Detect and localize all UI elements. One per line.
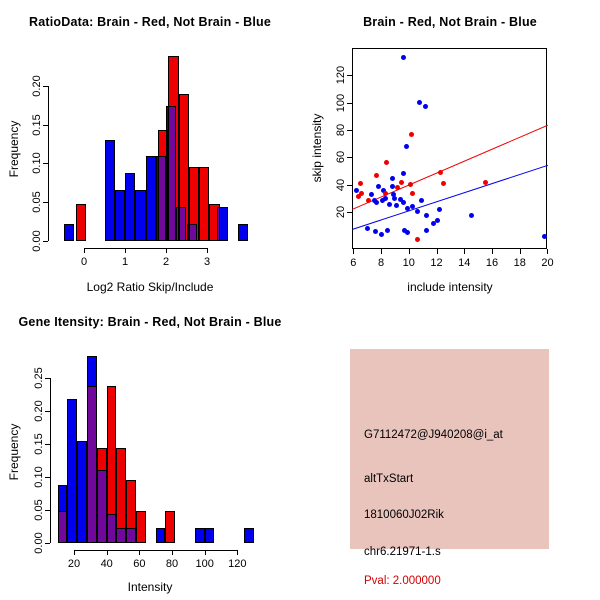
y-tick-label: 0.10 bbox=[33, 465, 45, 488]
y-tick-label: 0.05 bbox=[33, 498, 45, 521]
y-tick-label: 40 bbox=[334, 178, 347, 191]
scatter-point-blue bbox=[390, 176, 395, 181]
y-axis-line bbox=[48, 86, 49, 241]
y-tick-mark bbox=[347, 75, 352, 76]
hist-ratio-ylabel: Frequency bbox=[7, 120, 21, 178]
scatter-title: Brain - Red, Not Brain - Blue bbox=[363, 15, 537, 29]
y-tick-mark bbox=[45, 411, 50, 412]
scatter-point-blue bbox=[373, 229, 378, 234]
gene-name-text: 1810060J02Rik bbox=[364, 509, 444, 521]
scatter-point-blue bbox=[379, 232, 384, 237]
scatter-point-red bbox=[441, 181, 446, 186]
histogram-bar-blue bbox=[238, 224, 248, 241]
scatter-point-blue bbox=[401, 55, 406, 60]
y-tick-mark bbox=[347, 185, 352, 186]
x-axis-line bbox=[74, 550, 237, 551]
info-box bbox=[350, 349, 549, 587]
histogram-bar-blue bbox=[77, 441, 87, 543]
panel-hist-intensity bbox=[0, 300, 300, 600]
x-tick-label: 80 bbox=[165, 558, 179, 570]
y-tick-mark bbox=[347, 130, 352, 131]
scatter-point-blue bbox=[394, 203, 399, 208]
histogram-bar-overlap bbox=[217, 207, 219, 240]
scatter-point-blue bbox=[437, 207, 442, 212]
histogram-bar-blue bbox=[195, 528, 205, 543]
scatter-point-blue bbox=[390, 184, 395, 189]
histogram-bar-blue bbox=[205, 528, 215, 543]
x-tick-label: 100 bbox=[195, 558, 214, 570]
x-tick-label: 60 bbox=[133, 558, 146, 570]
y-tick-mark bbox=[347, 212, 352, 213]
scatter-point-blue bbox=[376, 184, 381, 189]
histogram-bar-overlap bbox=[116, 528, 126, 543]
panel-scatter bbox=[300, 0, 600, 300]
y-tick-mark bbox=[45, 543, 50, 544]
x-tick-label: 1 bbox=[121, 256, 129, 268]
y-tick-mark bbox=[43, 241, 48, 242]
y-axis-line bbox=[50, 378, 51, 543]
scatter-point-red bbox=[483, 180, 488, 185]
scatter-point-blue bbox=[469, 213, 474, 218]
scatter-point-blue bbox=[387, 202, 392, 207]
scatter-point-blue bbox=[401, 200, 406, 205]
histogram-bar-blue bbox=[105, 140, 115, 241]
y-tick-label: 0.00 bbox=[33, 531, 45, 554]
hist-ratio-xlabel: Log2 Ratio Skip/Include bbox=[86, 280, 214, 294]
x-tick-label: 20 bbox=[541, 257, 554, 270]
x-tick-mark bbox=[547, 249, 548, 254]
y-tick-mark bbox=[45, 510, 50, 511]
histogram-bar-red bbox=[165, 511, 175, 543]
histogram-bar-red bbox=[76, 204, 86, 241]
x-tick-label: 12 bbox=[430, 257, 443, 270]
histogram-bar-blue bbox=[156, 528, 166, 543]
x-tick-label: 18 bbox=[513, 257, 526, 270]
y-tick-label: 60 bbox=[334, 151, 347, 164]
y-tick-mark bbox=[347, 103, 352, 104]
x-tick-label: 6 bbox=[350, 257, 357, 270]
x-tick-mark bbox=[139, 550, 140, 555]
histogram-bar-overlap bbox=[126, 528, 136, 543]
x-tick-mark bbox=[205, 550, 206, 555]
x-tick-mark bbox=[437, 249, 438, 254]
x-tick-label: 40 bbox=[100, 558, 113, 570]
y-tick-label: 0.15 bbox=[33, 432, 45, 455]
scatter-point-blue bbox=[415, 209, 420, 214]
scatter-point-blue bbox=[369, 192, 374, 197]
hist-intensity-title: Gene Itensity: Brain - Red, Not Brain - Blue bbox=[18, 315, 282, 329]
x-tick-mark bbox=[172, 550, 173, 555]
panel-hist-ratio bbox=[0, 0, 300, 300]
x-tick-mark bbox=[84, 248, 85, 253]
y-tick-label: 0.20 bbox=[31, 75, 43, 97]
scatter-point-blue bbox=[424, 228, 429, 233]
panel-info bbox=[300, 300, 600, 600]
scatter-point-blue bbox=[365, 226, 370, 231]
x-tick-label: 16 bbox=[485, 257, 499, 270]
y-tick-label: 0.05 bbox=[31, 191, 43, 213]
histogram-bar-blue bbox=[135, 190, 145, 240]
y-tick-mark bbox=[45, 477, 50, 478]
histogram-bar-red bbox=[136, 511, 146, 543]
y-tick-label: 0.10 bbox=[31, 152, 43, 175]
x-tick-label: 3 bbox=[203, 256, 211, 268]
y-tick-mark bbox=[43, 125, 48, 126]
histogram-bar-overlap bbox=[97, 470, 107, 543]
histogram-bar-overlap bbox=[158, 156, 166, 240]
x-tick-mark bbox=[237, 550, 238, 555]
y-tick-label: 0.20 bbox=[33, 399, 45, 422]
scatter-xlabel: include intensity bbox=[407, 280, 493, 294]
probe-id-text: G7112472@J940208@i_at bbox=[364, 429, 503, 441]
histogram-bar-overlap bbox=[179, 207, 187, 240]
histogram-bar-overlap bbox=[107, 514, 117, 542]
histogram-bar-overlap bbox=[168, 106, 176, 241]
location-text: chr6.21971-1.s bbox=[364, 546, 441, 558]
x-tick-label: 20 bbox=[67, 558, 81, 570]
scatter-point-blue bbox=[354, 188, 359, 193]
y-tick-mark bbox=[347, 157, 352, 158]
histogram-bar-overlap bbox=[87, 386, 97, 543]
hist-ratio-title: RatioData: Brain - Red, Not Brain - Blue bbox=[28, 15, 272, 29]
histogram-bar-overlap bbox=[58, 511, 68, 543]
y-tick-label: 0.15 bbox=[31, 113, 43, 136]
x-axis-line bbox=[84, 248, 207, 249]
scatter-plot-area bbox=[300, 0, 600, 300]
x-tick-mark bbox=[409, 249, 410, 254]
x-tick-mark bbox=[74, 550, 75, 555]
scatter-point-red bbox=[409, 132, 414, 137]
histogram-bar-blue bbox=[67, 399, 77, 542]
scatter-ylabel: skip intensity bbox=[310, 113, 324, 183]
x-tick-label: 120 bbox=[228, 558, 247, 570]
y-tick-mark bbox=[45, 378, 50, 379]
y-tick-label: 0.25 bbox=[33, 366, 45, 389]
hist-intensity-plot-area bbox=[0, 300, 300, 600]
y-tick-label: 120 bbox=[334, 65, 347, 85]
x-tick-label: 2 bbox=[162, 256, 170, 268]
y-tick-mark bbox=[43, 163, 48, 164]
histogram-bar-overlap bbox=[189, 224, 197, 241]
x-tick-label: 8 bbox=[377, 257, 385, 270]
x-tick-mark bbox=[207, 248, 208, 253]
y-tick-mark bbox=[43, 202, 48, 203]
histogram-bar-red bbox=[199, 167, 209, 241]
hist-ratio-plot-area bbox=[0, 0, 300, 300]
x-tick-mark bbox=[492, 249, 493, 254]
scatter-point-red bbox=[415, 237, 420, 242]
x-tick-label: 14 bbox=[458, 257, 471, 270]
histogram-bar-blue bbox=[115, 190, 125, 240]
histogram-bar-blue bbox=[125, 173, 135, 240]
x-tick-label: 10 bbox=[402, 257, 415, 270]
x-tick-mark bbox=[166, 248, 167, 253]
hist-intensity-xlabel: Intensity bbox=[127, 580, 173, 594]
scatter-point-blue bbox=[404, 144, 409, 149]
y-tick-mark bbox=[45, 444, 50, 445]
scatter-point-red bbox=[358, 181, 363, 186]
scatter-point-blue bbox=[419, 198, 424, 203]
y-tick-label: 0.00 bbox=[31, 229, 43, 252]
y-tick-label: 100 bbox=[334, 93, 347, 112]
x-tick-mark bbox=[381, 249, 382, 254]
scatter-point-red bbox=[383, 191, 388, 196]
x-tick-mark bbox=[520, 249, 521, 254]
histogram-bar-blue bbox=[64, 224, 74, 241]
pval-text: Pval: 2.000000 bbox=[364, 575, 441, 587]
y-tick-label: 20 bbox=[334, 206, 347, 219]
x-tick-mark bbox=[107, 550, 108, 555]
hist-intensity-ylabel: Frequency bbox=[7, 423, 21, 481]
x-tick-mark bbox=[464, 249, 465, 254]
y-tick-mark bbox=[43, 86, 48, 87]
event-type-text: altTxStart bbox=[364, 473, 414, 485]
x-tick-mark bbox=[125, 248, 126, 253]
histogram-bar-blue bbox=[244, 528, 254, 543]
x-tick-label: 0 bbox=[80, 256, 88, 268]
histogram-bar-blue bbox=[146, 156, 156, 240]
x-tick-mark bbox=[353, 249, 354, 254]
y-tick-label: 80 bbox=[334, 123, 347, 137]
